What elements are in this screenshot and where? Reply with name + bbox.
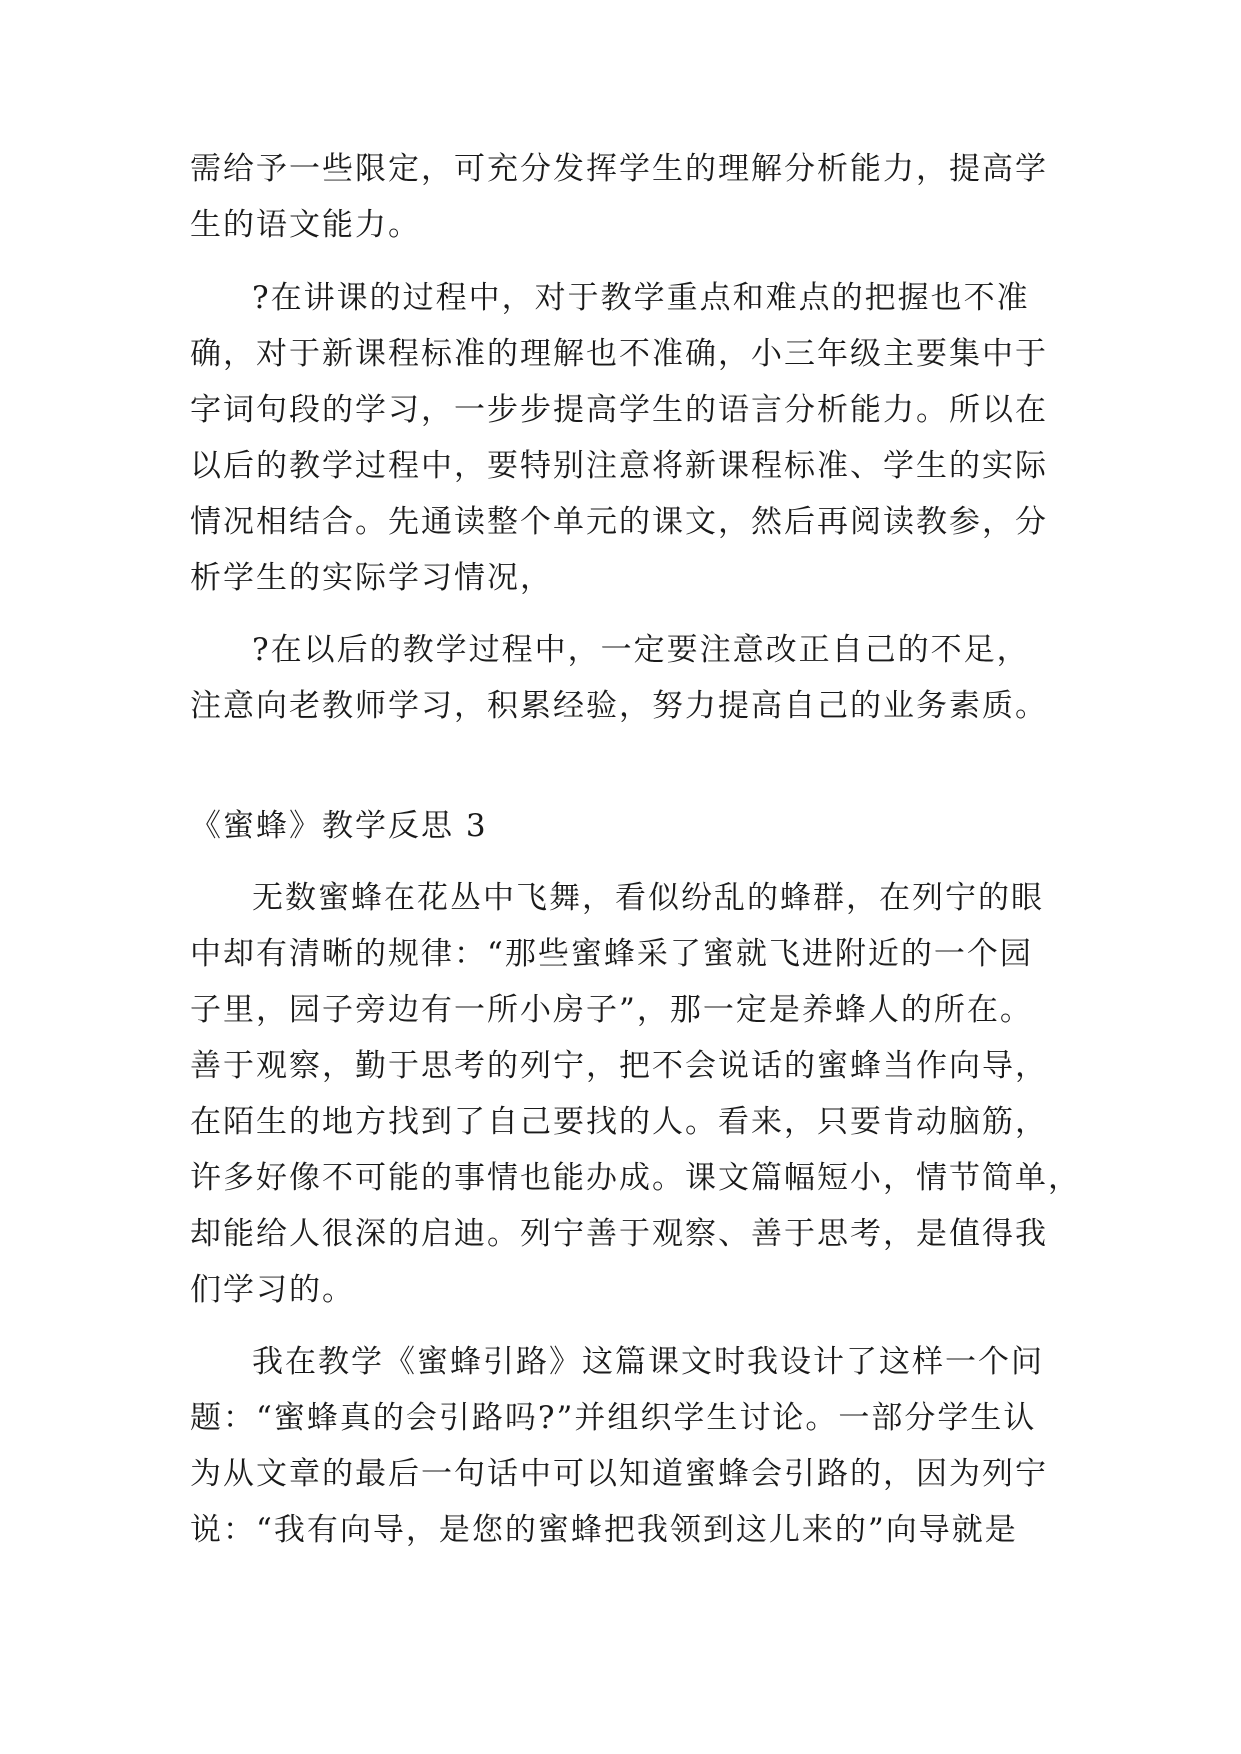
paragraph-line: 们学习的。 <box>190 1272 355 1308</box>
paragraph-line: 中却有清晰的规律：“那些蜜蜂采了蜜就飞进附近的一个园 <box>190 936 1033 972</box>
paragraph-line: 情况相结合。先通读整个单元的课文，然后再阅读教参，分 <box>190 504 1048 540</box>
paragraph-line: 在陌生的地方找到了自己要找的人。看来，只要肯动脑筋， <box>190 1104 1048 1140</box>
paragraph-line: 无数蜜蜂在花丛中飞舞，看似纷乱的蜂群，在列宁的眼 <box>252 880 1044 916</box>
paragraph-line: ?在讲课的过程中，对于教学重点和难点的把握也不准 <box>252 280 1030 316</box>
paragraph-line: 需给予一些限定，可充分发挥学生的理解分析能力，提高学 <box>190 151 1048 187</box>
paragraph-line: 善于观察，勤于思考的列宁，把不会说话的蜜蜂当作向导， <box>190 1048 1048 1084</box>
paragraph-line: 为从文章的最后一句话中可以知道蜜蜂会引路的，因为列宁 <box>190 1456 1048 1492</box>
paragraph-line: 析学生的实际学习情况， <box>190 560 553 596</box>
section-title: 《蜜蜂》教学反思 3 <box>190 808 488 844</box>
paragraph-line: 我在教学《蜜蜂引路》这篇课文时我设计了这样一个问 <box>252 1344 1044 1380</box>
paragraph-line: 子里，园子旁边有一所小房子”，那一定是养蜂人的所在。 <box>190 992 1033 1028</box>
paragraph-line: ?在以后的教学过程中，一定要注意改正自己的不足， <box>252 632 1030 668</box>
paragraph-line: 许多好像不可能的事情也能办成。课文篇幅短小，情节简单， <box>190 1160 1081 1196</box>
paragraph-line: 说：“我有向导，是您的蜜蜂把我领到这儿来的”向导就是 <box>190 1512 1018 1548</box>
paragraph-line: 确，对于新课程标准的理解也不准确，小三年级主要集中于 <box>190 336 1048 372</box>
paragraph-line: 题：“蜜蜂真的会引路吗?”并组织学生讨论。一部分学生认 <box>190 1400 1037 1436</box>
paragraph-line: 字词句段的学习，一步步提高学生的语言分析能力。所以在 <box>190 392 1048 428</box>
paragraph-line: 注意向老教师学习，积累经验，努力提高自己的业务素质。 <box>190 688 1048 724</box>
paragraph-line: 却能给人很深的启迪。列宁善于观察、善于思考，是值得我 <box>190 1216 1048 1252</box>
paragraph-line: 以后的教学过程中，要特别注意将新课程标准、学生的实际 <box>190 448 1048 484</box>
paragraph-line: 生的语文能力。 <box>190 207 421 243</box>
